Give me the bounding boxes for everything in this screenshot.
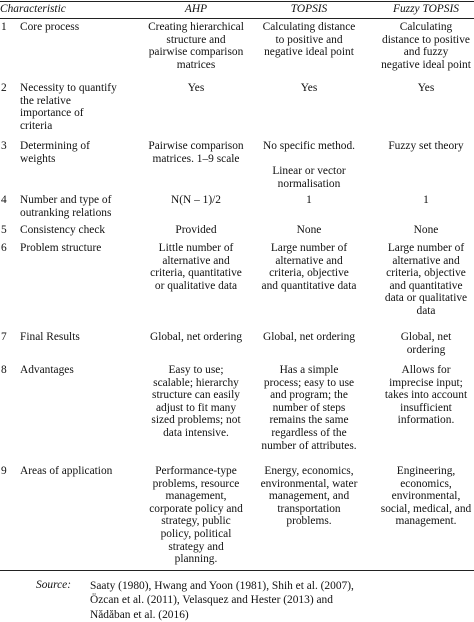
row-characteristic: Final Results bbox=[20, 331, 80, 343]
row-characteristic: Number and type of outranking relations bbox=[20, 194, 112, 219]
table-bottom-rule bbox=[0, 570, 474, 571]
row-topsis-value: Global, net ordering bbox=[262, 331, 356, 343]
row-topsis-value: Yes bbox=[300, 82, 318, 94]
source-citations: Saaty (1980), Hwang and Yoon (1981), Shih et al. (2007), Özcan et al. (2011), Velasquez and Hester (2013) and Nădăban et al. (2016) bbox=[90, 580, 354, 621]
row-characteristic: Areas of application bbox=[20, 465, 113, 477]
header-fuzzy-topsis: Fuzzy TOPSIS bbox=[393, 3, 459, 15]
row-number: 6 bbox=[1, 242, 7, 254]
row-topsis-value: 1 bbox=[306, 194, 312, 206]
row-number: 7 bbox=[1, 331, 7, 343]
row-characteristic: Consistency check bbox=[20, 224, 106, 236]
row-ahp-value: Creating hierarchical structure and pairwise comparison matrices bbox=[148, 21, 244, 71]
row-topsis-value: No specific method. Linear or vector normalisation bbox=[262, 140, 356, 190]
header-characteristic: Characteristic bbox=[0, 3, 66, 15]
row-characteristic: Problem structure bbox=[20, 242, 102, 254]
source-label: Source: bbox=[36, 579, 72, 591]
row-fuzzy-topsis-value: Global, net ordering bbox=[400, 331, 452, 356]
row-ahp-value: Pairwise comparison matrices. 1–9 scale bbox=[148, 140, 244, 165]
row-topsis-value: Large number of alternative and criteria, objective and quantitative data bbox=[261, 242, 357, 292]
row-characteristic: Advantages bbox=[20, 364, 74, 376]
row-number: 3 bbox=[1, 140, 7, 152]
row-number: 1 bbox=[1, 21, 7, 33]
row-ahp-value: Performance-type problems, resource management, corporate policy and strategy, public policy, political strategy and planning. bbox=[149, 465, 243, 566]
row-characteristic: Core process bbox=[20, 21, 80, 33]
row-fuzzy-topsis-value: Calculating distance to positive and fuzzy negative ideal point bbox=[381, 21, 471, 71]
row-fuzzy-topsis-value: 1 bbox=[423, 194, 429, 206]
row-fuzzy-topsis-value: Engineering, economics, environmental, social, medical, and management. bbox=[380, 465, 472, 528]
row-number: 8 bbox=[1, 364, 7, 376]
row-number: 4 bbox=[1, 194, 7, 206]
row-ahp-value: N(N – 1)/2 bbox=[171, 194, 221, 206]
row-fuzzy-topsis-value: Allows for imprecise input; takes into account insufficient information. bbox=[384, 364, 468, 427]
row-fuzzy-topsis-value: Fuzzy set theory bbox=[388, 140, 464, 152]
row-characteristic: Necessity to quantify the relative importance of criteria bbox=[20, 82, 117, 132]
row-topsis-value: None bbox=[296, 224, 322, 236]
row-ahp-value: Provided bbox=[175, 224, 217, 236]
row-topsis-value: Calculating distance to positive and negative ideal point bbox=[262, 21, 356, 59]
row-number: 2 bbox=[1, 82, 7, 94]
row-ahp-value: Yes bbox=[187, 82, 205, 94]
row-topsis-value: Energy, economics, environmental, water management, and transportation problems. bbox=[260, 465, 358, 528]
header-top-rule bbox=[0, 1, 474, 2]
row-topsis-value: Has a simple process; easy to use and program; the number of steps remains the same regardless of the number of attributes. bbox=[261, 364, 357, 452]
row-ahp-value: Easy to use; scalable; hierarchy structure can easily adjust to fit many sized problems; not data intensive. bbox=[151, 364, 241, 439]
row-number: 5 bbox=[1, 224, 7, 236]
row-ahp-value: Little number of alternative and criteria, quantitative or qualitative data bbox=[150, 242, 242, 292]
header-topsis: TOPSIS bbox=[290, 3, 328, 15]
header-bottom-rule bbox=[0, 18, 474, 19]
row-fuzzy-topsis-value: None bbox=[413, 224, 439, 236]
row-number: 9 bbox=[1, 465, 7, 477]
row-characteristic: Determining of weights bbox=[20, 140, 90, 165]
row-fuzzy-topsis-value: Large number of alternative and criteria, objective and quantitative data or qualitative data bbox=[384, 242, 468, 317]
row-fuzzy-topsis-value: Yes bbox=[417, 82, 435, 94]
row-ahp-value: Global, net ordering bbox=[149, 331, 243, 343]
header-ahp: AHP bbox=[184, 3, 208, 15]
